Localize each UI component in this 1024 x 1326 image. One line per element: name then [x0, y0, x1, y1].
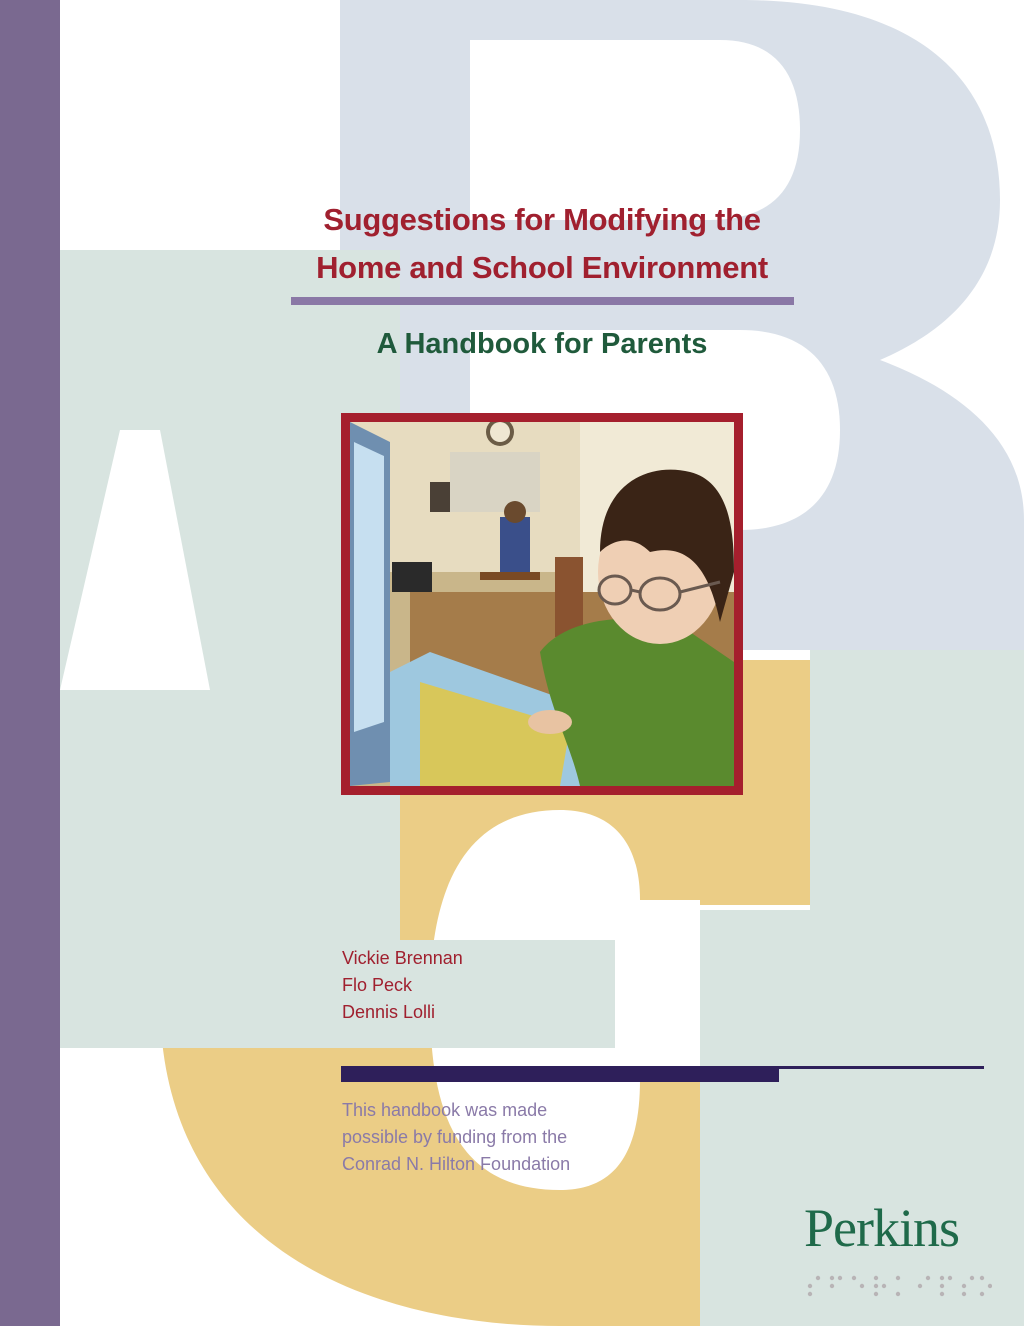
title-divider: [291, 297, 794, 305]
author-1: Vickie Brennan: [342, 948, 463, 968]
author-2: Flo Peck: [342, 975, 413, 995]
funding-line-1: This handbook was made: [342, 1100, 548, 1120]
funding-note: [342, 1097, 570, 1178]
title-line-1: Suggestions for Modifying the: [323, 202, 761, 237]
bottom-divider-thick: [341, 1066, 779, 1082]
funding-line-2: possible by funding from the: [342, 1127, 568, 1147]
title-line-2: Home and School Environment: [316, 250, 768, 285]
page-title: [290, 196, 794, 292]
author-list: [342, 945, 463, 1026]
perkins-logo: Perkins: [804, 1198, 959, 1258]
cover-photo: [341, 413, 743, 795]
author-3: Dennis Lolli: [342, 1002, 436, 1022]
page-subtitle: A Handbook for Parents: [376, 328, 708, 360]
sidebar-stripe: [0, 0, 60, 1326]
braille-icon: [806, 1270, 992, 1300]
funding-line-3: Conrad N. Hilton Foundation: [342, 1154, 571, 1174]
photo-child-at-computer-icon: [350, 422, 734, 786]
letter-e-bar: [60, 940, 615, 1048]
